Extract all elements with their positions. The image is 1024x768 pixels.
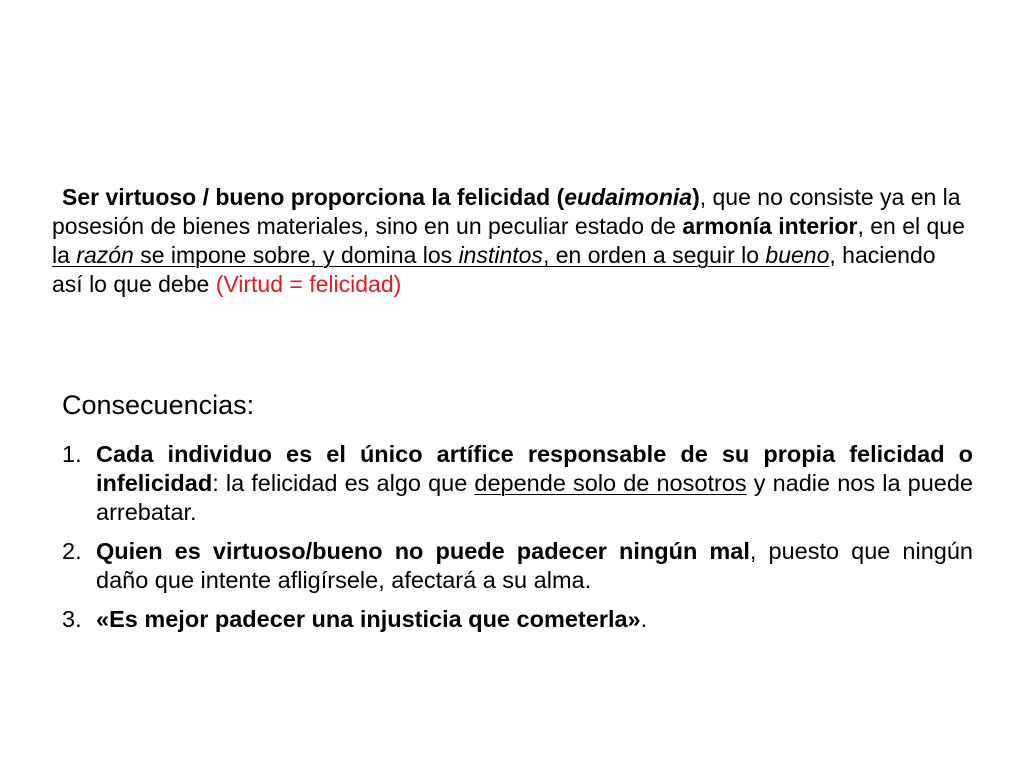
list-item-number: 3. xyxy=(62,606,82,632)
list-item-text xyxy=(96,440,973,527)
intro-u-bueno: bueno xyxy=(765,242,830,268)
list-item-bold: Cada individuo es el único artífice responsable de su propia felicidad o infelicidad xyxy=(96,441,973,496)
list-item-number: 1. xyxy=(62,441,82,467)
list-item-underlined: depende solo de nosotros xyxy=(474,470,747,496)
intro-underlined xyxy=(52,242,829,268)
list-item-text-1: . xyxy=(640,606,648,632)
list-item xyxy=(62,605,973,634)
intro-red-note: (Virtud = felicidad) xyxy=(215,271,402,297)
list-item-text-1: : la felicidad es algo que xyxy=(212,470,475,496)
intro-bold-1: Ser virtuoso / bueno proporciona la felicidad ( xyxy=(62,184,565,210)
intro-text-2: , en el que xyxy=(857,213,965,239)
section-heading: Consecuencias: xyxy=(62,390,255,420)
intro-u-3: , en orden a seguir lo xyxy=(542,242,766,268)
intro-bold-2: ) xyxy=(692,184,700,210)
intro-paragraph xyxy=(52,183,972,299)
list-item-text-1: , puesto que ningún daño que intente afligírsele, afectará a su alma. xyxy=(96,538,974,593)
intro-u-1: la xyxy=(52,242,77,268)
list-item-text xyxy=(96,537,973,595)
consequences-list xyxy=(62,440,973,644)
list-item-bold: «Es mejor padecer una injusticia que cometerla» xyxy=(96,606,641,632)
intro-u-instintos: instintos xyxy=(458,242,543,268)
list-item xyxy=(62,537,973,595)
list-item-text-2: y nadie nos la puede arrebatar. xyxy=(96,470,973,525)
list-item-text xyxy=(96,605,973,634)
list-item-bold: Quien es virtuoso/bueno no puede padecer ningún mal xyxy=(96,538,750,564)
intro-harmony: armonía interior xyxy=(682,213,858,239)
list-item-number: 2. xyxy=(62,538,82,564)
intro-text-3: , haciendo así lo que debe xyxy=(52,242,936,297)
list-item xyxy=(62,440,973,527)
intro-term-eudaimonia: eudaimonia xyxy=(564,184,693,210)
intro-u-razon: razón xyxy=(76,242,134,268)
intro-text-1: , que no consiste ya en la posesión de bienes materiales, sino en un peculiar estado de xyxy=(52,184,961,239)
intro-u-2: se impone sobre, y domina los xyxy=(133,242,459,268)
